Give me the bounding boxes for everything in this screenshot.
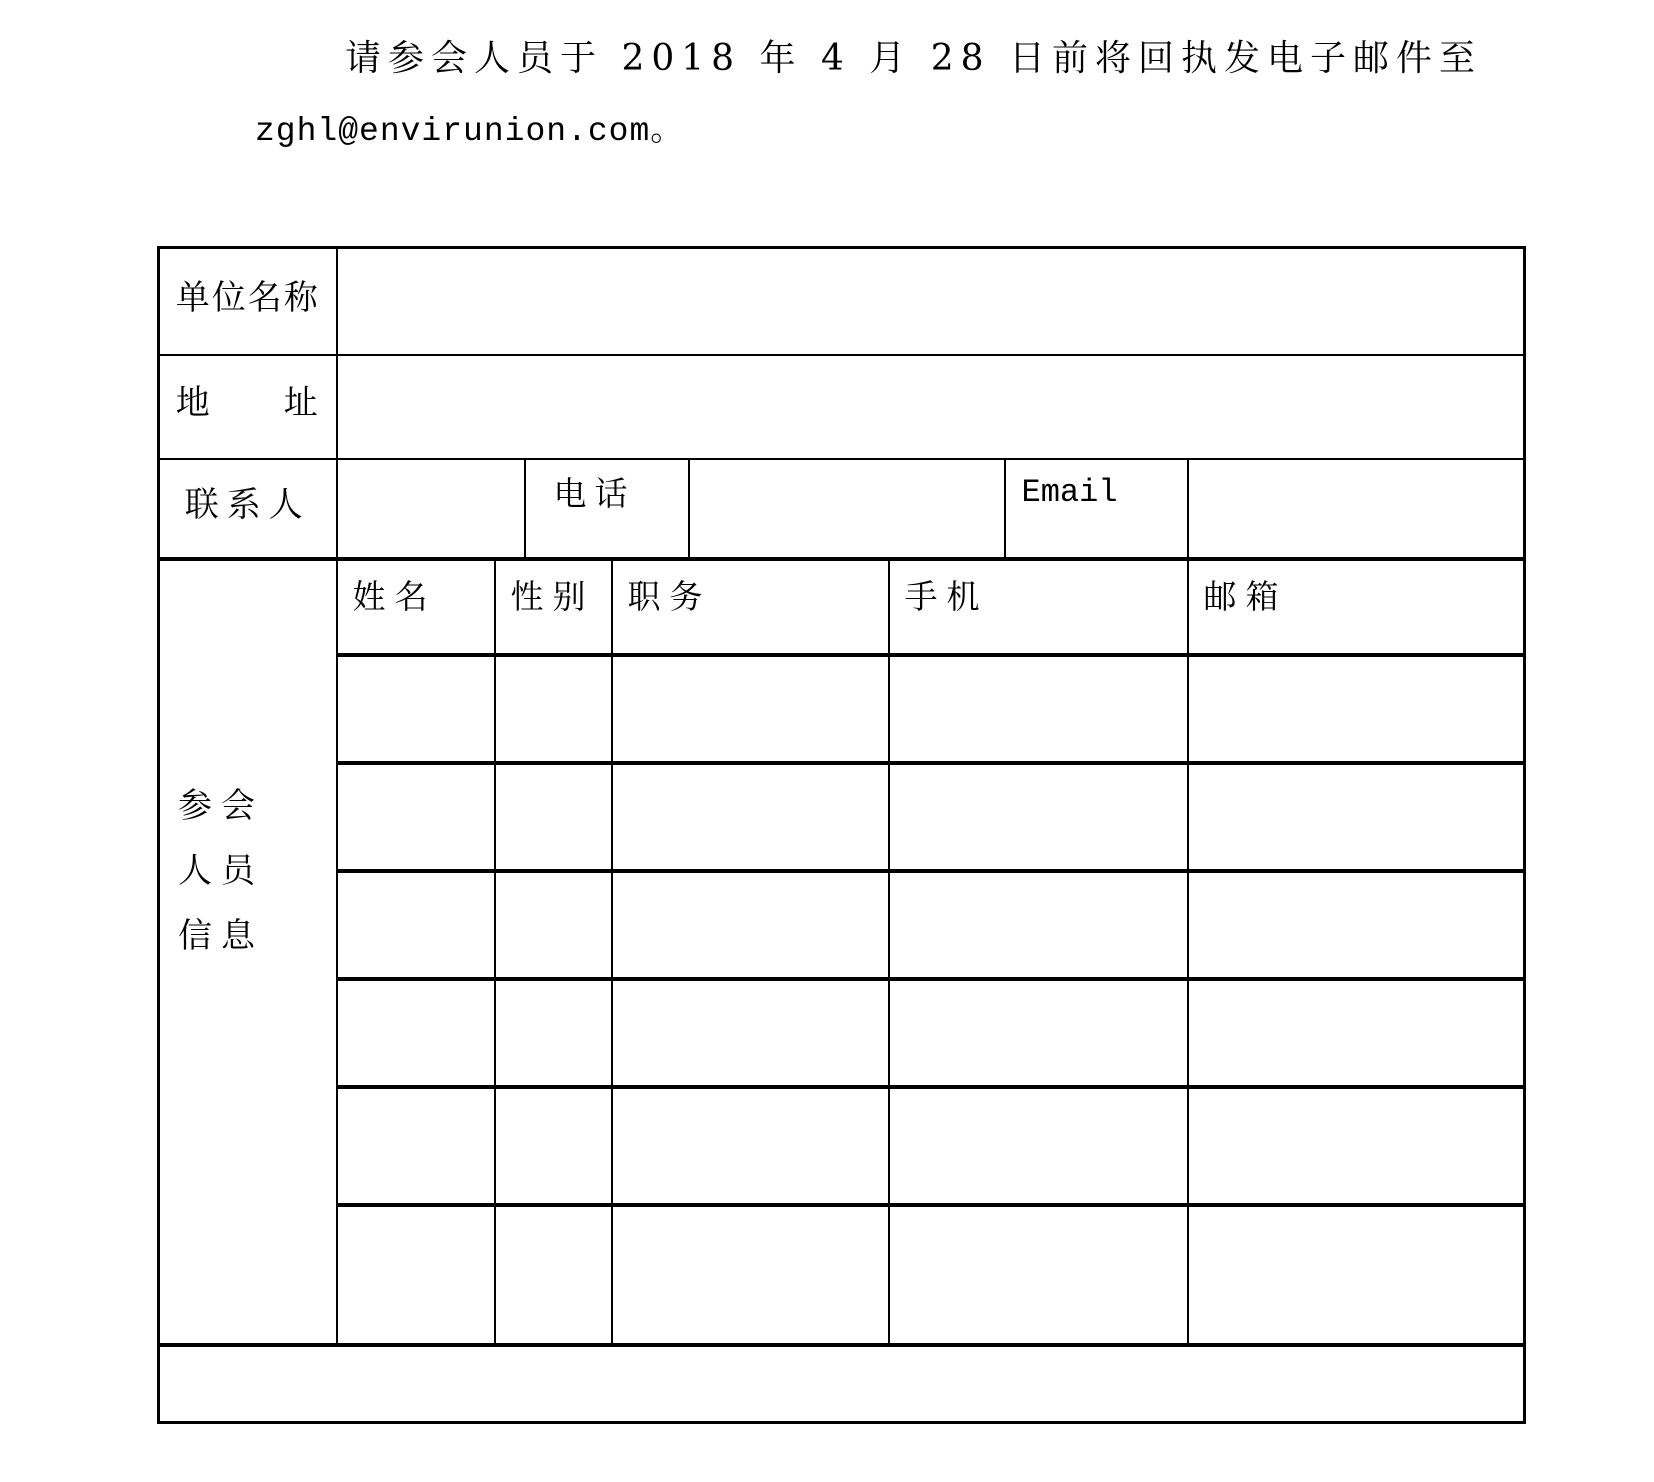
attendee-row [159,763,1525,871]
contact-name-field[interactable] [337,459,525,559]
attendee-position-cell[interactable] [612,1087,889,1205]
attendee-gender-cell[interactable] [495,1205,612,1345]
col-header-gender: 性别 [495,559,612,655]
attendee-mobile-cell[interactable] [889,763,1188,871]
attendee-name-cell[interactable] [337,1087,495,1205]
attendee-name-cell[interactable] [337,871,495,979]
address-row [159,355,1525,459]
attendee-label-line: 信息 [178,916,264,956]
attendee-position-cell[interactable] [612,763,889,871]
attendee-name-cell[interactable] [337,979,495,1087]
attendee-position-cell[interactable] [612,871,889,979]
attendee-email-cell[interactable] [1188,655,1525,763]
attendee-mobile-cell[interactable] [889,871,1188,979]
col-header-name: 姓名 [337,559,495,655]
attendee-position-cell[interactable] [612,655,889,763]
remarks-field[interactable] [159,1345,1525,1423]
attendee-gender-cell[interactable] [495,1087,612,1205]
phone-field[interactable] [689,459,1005,559]
registration-form-table [157,246,1526,1424]
attendee-gender-cell[interactable] [495,655,612,763]
col-header-mobile: 手机 [889,559,1188,655]
attendee-email-cell[interactable] [1188,871,1525,979]
attendee-label-line: 参会 [178,786,264,826]
attendee-row [159,1087,1525,1205]
attendee-label-line: 人员 [178,851,264,891]
col-header-position: 职务 [612,559,889,655]
attendee-gender-cell[interactable] [495,871,612,979]
intro-email-line: zghl@envirunion.com。 [255,113,685,150]
attendee-header-row [159,559,1525,655]
email-label: Email [1005,459,1188,559]
remarks-row [159,1345,1525,1423]
attendee-email-cell[interactable] [1188,763,1525,871]
address-field[interactable] [337,355,1525,459]
attendee-gender-cell[interactable] [495,979,612,1087]
company-name-label: 单位名称 [159,248,337,355]
email-field[interactable] [1188,459,1525,559]
contact-row [159,459,1525,559]
intro-paragraph [255,38,1482,152]
attendee-position-cell[interactable] [612,1205,889,1345]
attendee-position-cell[interactable] [612,979,889,1087]
company-name-field[interactable] [337,248,1525,355]
phone-label: 电话 [525,459,689,559]
attendee-gender-cell[interactable] [495,763,612,871]
attendee-mobile-cell[interactable] [889,1205,1188,1345]
attendee-name-cell[interactable] [337,763,495,871]
attendee-mobile-cell[interactable] [889,1087,1188,1205]
attendee-mobile-cell[interactable] [889,655,1188,763]
attendee-row [159,871,1525,979]
address-label: 地 址 [159,355,337,459]
attendee-row [159,979,1525,1087]
col-header-email: 邮箱 [1188,559,1525,655]
attendee-section-label [159,559,337,1345]
attendee-email-cell[interactable] [1188,1205,1525,1345]
attendee-name-cell[interactable] [337,655,495,763]
attendee-row [159,655,1525,763]
attendee-email-cell[interactable] [1188,1087,1525,1205]
attendee-name-cell[interactable] [337,1205,495,1345]
company-row [159,248,1525,355]
attendee-row [159,1205,1525,1345]
intro-text-line1: 请参会人员于 2018 年 4 月 28 日前将回执发电子邮件至 [345,38,1482,79]
attendee-email-cell[interactable] [1188,979,1525,1087]
contact-name-label: 联系人 [159,459,337,559]
attendee-mobile-cell[interactable] [889,979,1188,1087]
